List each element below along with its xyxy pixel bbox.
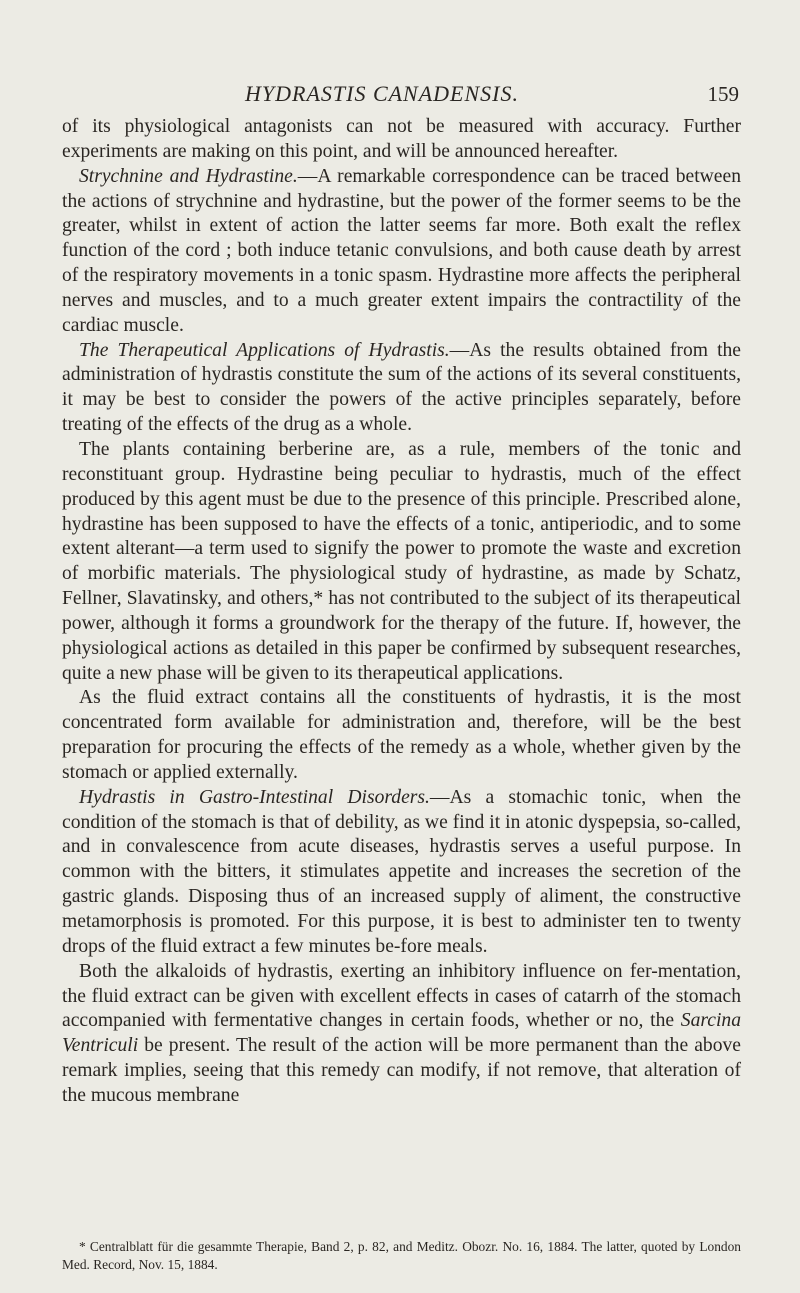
footnote: * Centralblatt für die gesammte Therapie, Band 2, p. 82, and Meditz. Obozr. No. 16, 1884. The latter, quoted by London Med. Record, Nov. 15, 1884. bbox=[62, 1239, 741, 1272]
paragraph-alkaloids: Both the alkaloids of hydrastis, exerting an inhibitory influence on fer-mentation, the fluid extract can be given with excellent effects in cases of catarrh of the stomach accompanied with fermentative changes in certain foods, whether or no, the Sarcina Ventriculi be present. The result of the action will be more permanent than the above remark implies, seeing that this remedy can modify, if not remove, that alteration of the mucous membrane bbox=[62, 960, 741, 1106]
running-title: HYDRASTIS CANADENSIS. bbox=[245, 81, 519, 106]
paragraph-gastro-intestinal: Hydrastis in Gastro-Intestinal Disorders.—As a stomachic tonic, when the condition of the stomach is that of debility, as we find it in atonic dyspepsia, so-called, and in convalescence from acute diseases, hydrastis serves a useful purpose. In common with the bitters, it stimulates appetite and increases the secretion of the gastric glands. Disposing thus of an increased supply of aliment, the constructive metamorphosis is promoted. For this purpose, it is best to administer ten to twenty drops of the fluid extract a few minutes be-fore meals. bbox=[62, 786, 741, 957]
paragraph-continuation: of its physiological antagonists can not be measured with accuracy. Further experiments are making on this point, and will be announced hereafter. bbox=[62, 116, 741, 162]
body-text bbox=[62, 115, 741, 1109]
paragraph-therapeutical: The Therapeutical Applications of Hydrastis.—As the results obtained from the administration of hydrastis constitute the sum of the actions of its several constituents, it may be best to consider the powers of the active principles separately, before treating of the effects of the drug as a whole. bbox=[62, 339, 742, 436]
paragraph-berberine: The plants containing berberine are, as a rule, members of the tonic and reconstituant group. Hydrastine being peculiar to hydrastis, much of the effect produced by this agent must be due to the presence of this principle. Prescribed alone, hydrastine has been supposed to have the effects of a tonic, antiperiodic, and to some extent alterant—a term used to signify the power to promote the waste and excretion of morbific materials. The physiological study of hydrastine, as made by Schatz, Fellner, Slavatinsky, and others,* has not contributed to the subject of its therapeutical power, although it forms a groundwork for the therapy of the future. If, however, the physiological actions as detailed in this paper be confirmed by subsequent researches, quite a new phase will be given to its therapeutical applications. bbox=[62, 438, 741, 684]
paragraph-fluid-extract: As the fluid extract contains all the constituents of hydrastis, it is the most concentrated form available for administration and, therefore, will be the best preparation for procuring the effects of the remedy as a whole, whether given by the stomach or applied externally. bbox=[62, 687, 741, 783]
paragraph-strychnine: Strychnine and Hydrastine.—A remarkable correspondence can be traced between the actions of strychnine and hydrastine, but the power of the former seems to be the greater, whilst in extent of action the latter seems far more. Both exalt the reflex function of the cord ; both induce tetanic convulsions, and both cause death by arrest of the respiratory movements in a tonic spasm. Hydrastine more affects the peripheral nerves and muscles, and to a much greater extent impairs the contractility of the cardiac muscle. bbox=[62, 165, 741, 336]
page-number: 159 bbox=[707, 82, 739, 106]
section-heading: Hydrastis in Gastro-Intestinal Disorders. bbox=[79, 786, 430, 808]
section-heading: Strychnine and Hydrastine. bbox=[79, 165, 298, 187]
section-heading: The Therapeutical Applications of Hydrastis. bbox=[79, 339, 450, 361]
italic-term: Sarcina Ventriculi bbox=[62, 1010, 741, 1057]
